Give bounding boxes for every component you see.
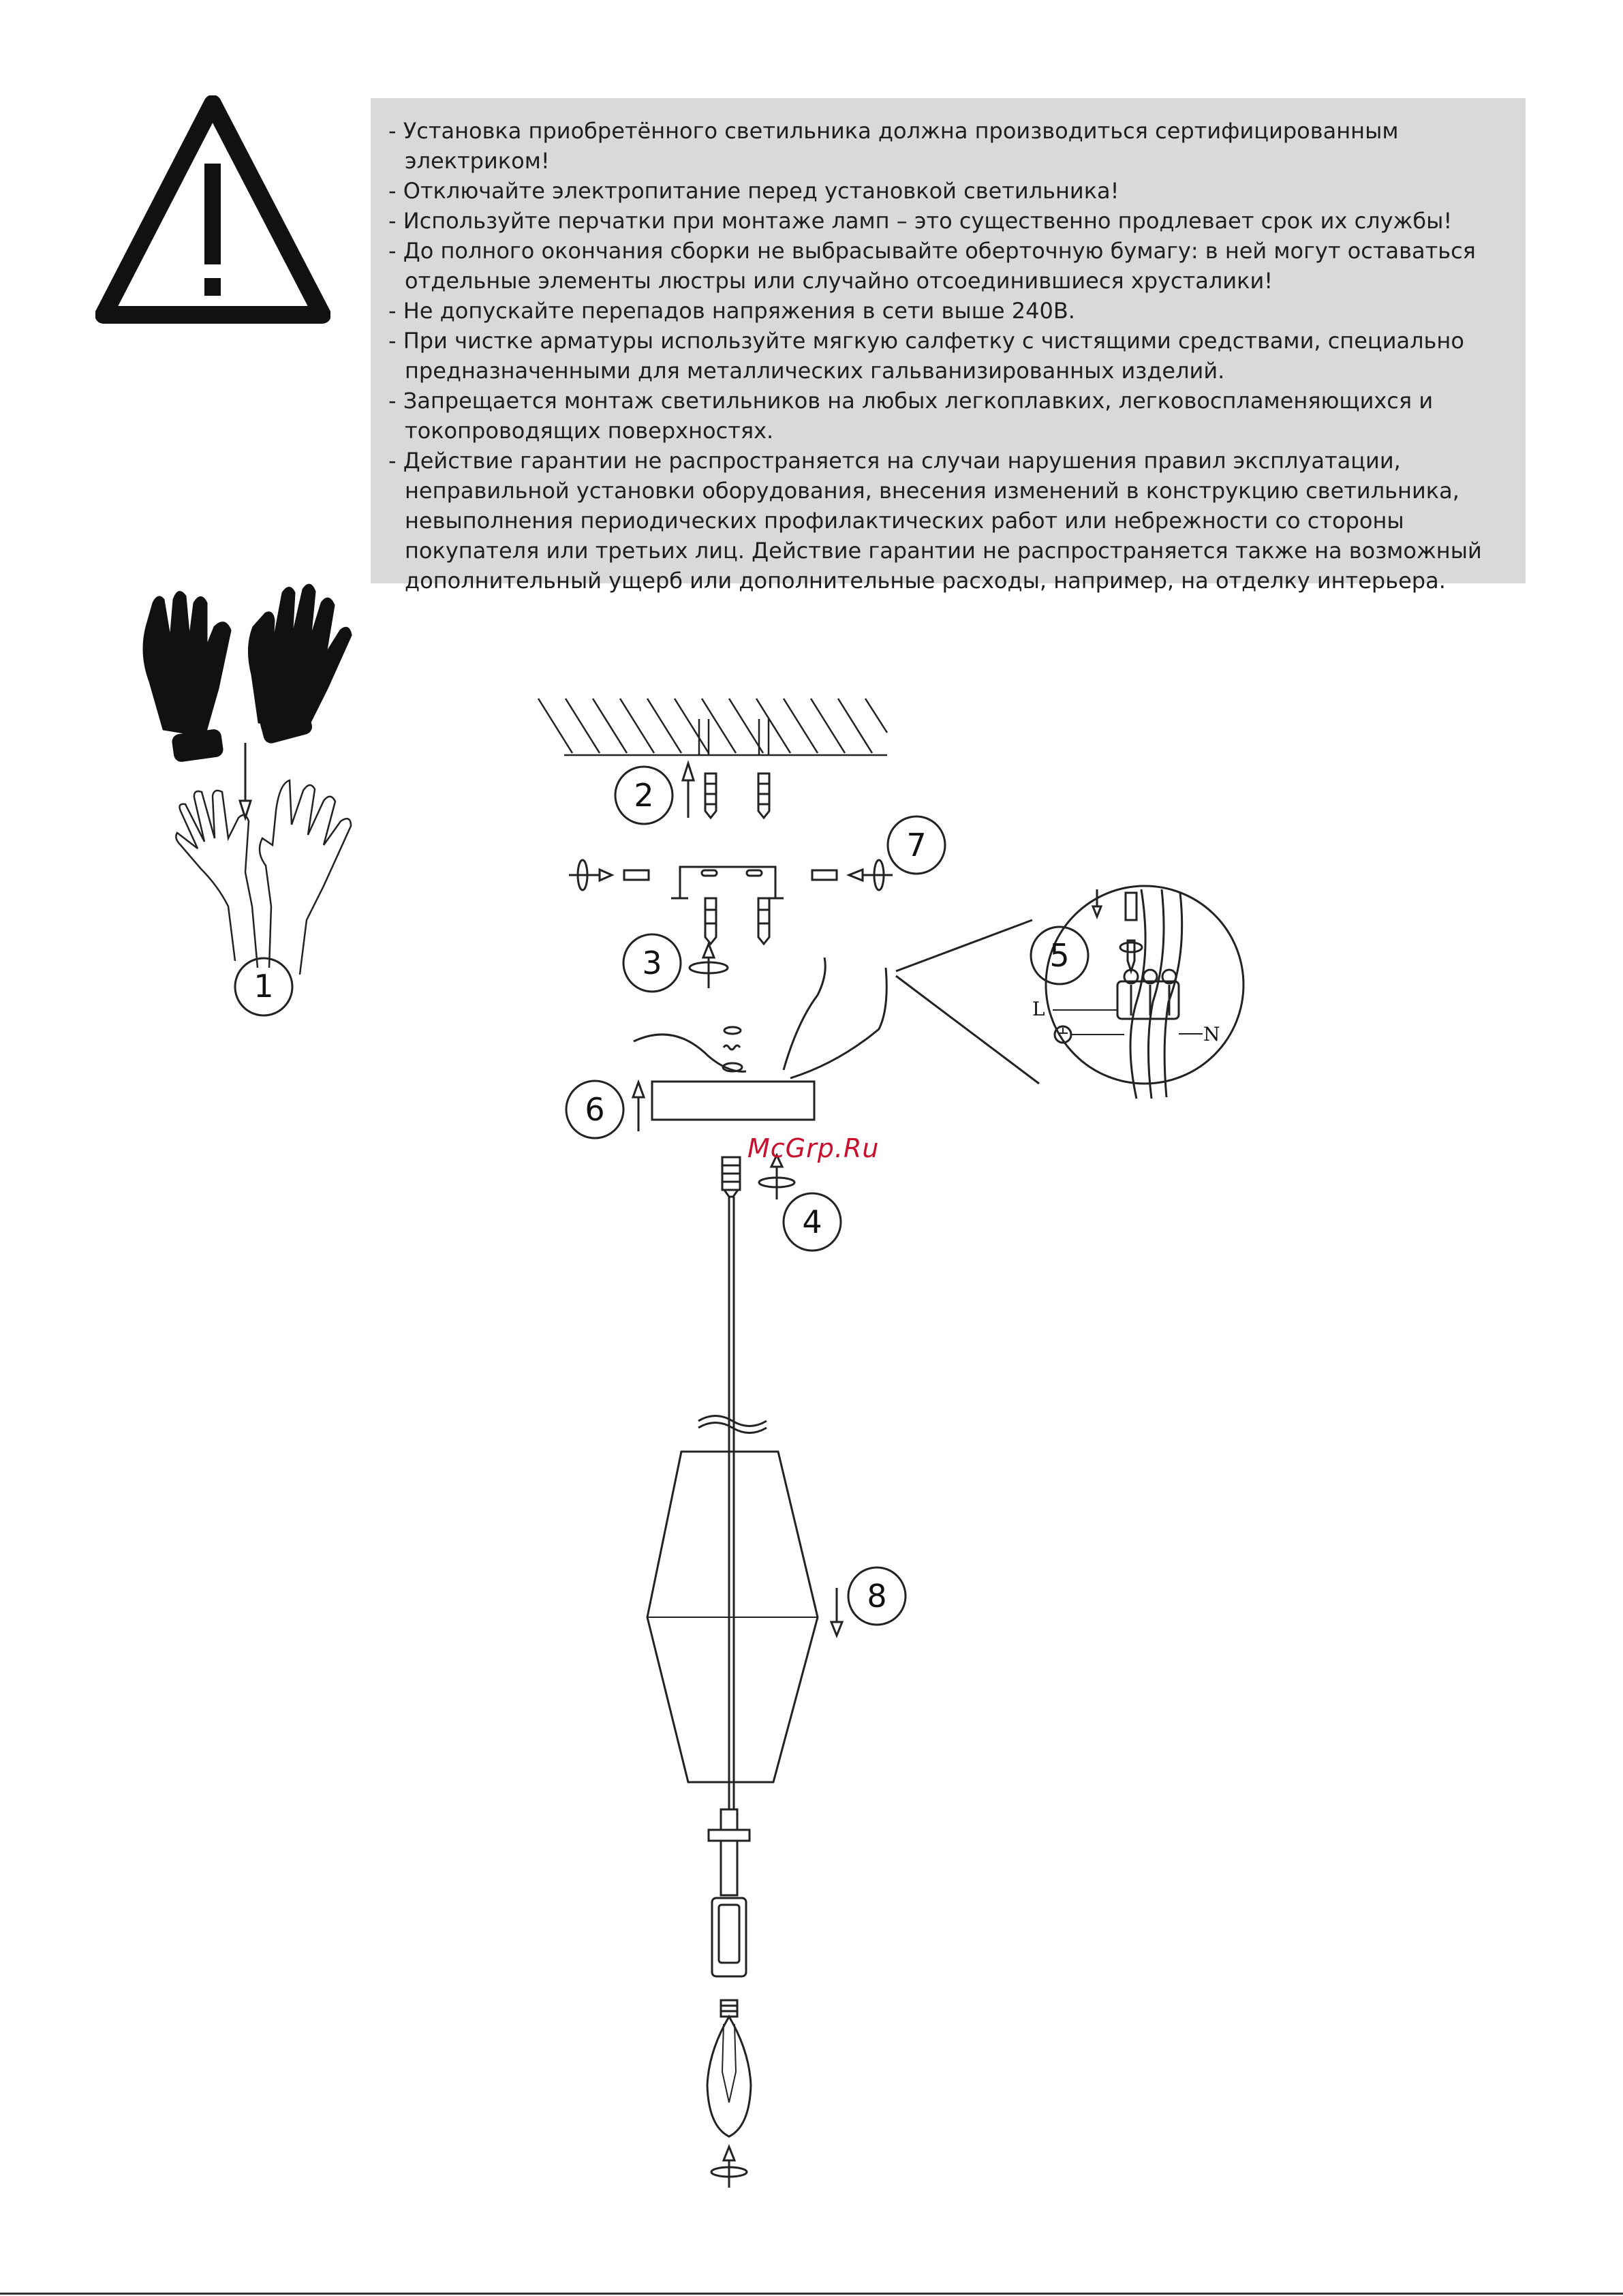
step-7-label: 7 <box>906 827 927 863</box>
black-gloves-icon <box>144 585 351 762</box>
step-5-label: 5 <box>1049 937 1070 974</box>
step-3-label: 3 <box>642 945 662 981</box>
rotate-up-icon <box>690 944 728 988</box>
canopy-icon <box>634 958 886 1120</box>
wall-anchor-icon <box>705 774 769 818</box>
screw-icon <box>705 898 769 944</box>
warning-item: - При чистке арматуры используйте мягкую салфетку с чистящими средствами, специально предназначенными для металлических гальванизированных изделий. <box>388 328 1472 384</box>
bare-hands-icon <box>176 780 351 975</box>
mounting-bracket-icon <box>671 867 784 898</box>
step-2-label: 2 <box>634 777 654 814</box>
warning-item: - Установка приобретённого светильника должна производиться сертифицированным электриком! <box>388 118 1406 174</box>
warning-item: - Используйте перчатки при монтаже ламп – это существенно продлевает срок их службы! <box>388 208 1453 234</box>
side-screw-right-icon <box>812 860 893 890</box>
candle-bulb-icon <box>707 2000 751 2137</box>
watermark: McGrp.Ru <box>747 1133 880 1163</box>
page-bottom-rule <box>0 2293 1623 2295</box>
lamp-socket-icon <box>709 1809 749 1976</box>
neutral-wire-label: N <box>1203 1023 1220 1045</box>
warning-item: - Не допускайте перепадов напряжения в сети выше 240В. <box>388 298 1075 324</box>
live-wire-label: L <box>1032 998 1045 1020</box>
step-8-label: 8 <box>867 1578 887 1614</box>
warning-item: - Действие гарантии не распространяется на случаи нарушения правил эксплуатации, неправильной установки оборудования, внесения изменений в конструкцию светильника, невыполнения периодических профилактических работ или небрежности со стороны покупателя или третьих лиц. Действие гарантии не распространяется также на возможный дополнительный ущерб или дополнительные расходы, например, на отделку интерьера. <box>388 448 1489 594</box>
suspension-rod <box>698 1197 767 1809</box>
step-1-label: 1 <box>253 968 274 1005</box>
rotate-up-icon <box>711 2147 747 2188</box>
ceiling-hatching <box>538 699 887 755</box>
lampshade-icon <box>647 1452 818 1782</box>
threaded-nipple-icon <box>722 1157 740 1197</box>
screwdriver-icon <box>1128 940 1134 971</box>
wiring-detail-callout <box>896 886 1243 1099</box>
side-screw-left-icon <box>569 860 649 890</box>
step-6-label: 6 <box>585 1091 605 1128</box>
warning-item: - Отключайте электропитание перед установкой светильника! <box>388 178 1119 204</box>
warning-item: - Запрещается монтаж светильников на любых легкоплавких, легковоспламеняющихся и токопроводящих поверхностях. <box>388 388 1440 444</box>
warning-item: - До полного окончания сборки не выбрасывайте оберточную бумагу: в ней могут оставаться отдельные элементы люстры или случайно отсоединившиеся хрусталики! <box>388 238 1483 294</box>
step-4-label: 4 <box>802 1204 822 1240</box>
